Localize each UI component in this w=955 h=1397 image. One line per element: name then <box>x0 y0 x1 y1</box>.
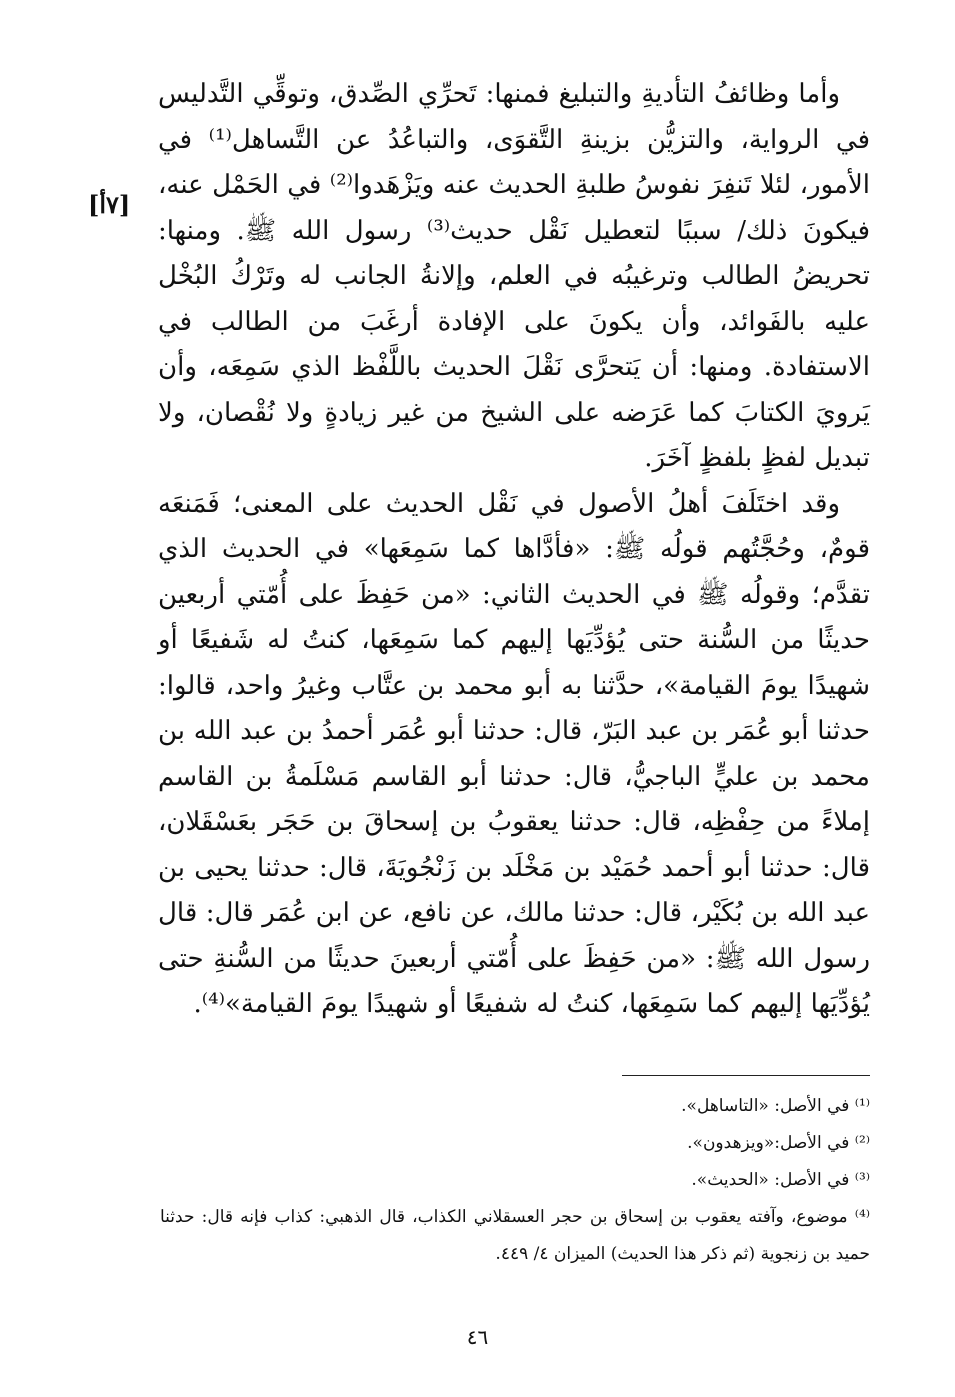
page-number: ٤٦ <box>466 1325 489 1349</box>
footnote-2: ⁽²⁾ في الأصل:«ويزهدون». <box>687 1133 870 1153</box>
manuscript-folio-marker: [٧أ] <box>88 190 131 219</box>
footnote-separator <box>622 1075 870 1076</box>
footnote-1: ⁽¹⁾ في الأصل: «التاساهل». <box>681 1096 870 1116</box>
footnotes <box>160 1088 870 1273</box>
footnote-4: ⁽⁴⁾ موضوع، وآفته يعقوب بن إسحاق بن حجر العسقلاني الكذاب، قال الذهبي: كذاب فإنه قال: حدثنا حميد بن زنجوية (ثم ذكر هذا الحديث) الميزان ٤/ ٤٤٩. <box>160 1207 870 1264</box>
footnote-3: ⁽³⁾ في الأصل: «الحديث». <box>691 1170 870 1190</box>
main-text <box>158 72 870 1028</box>
body-paragraph-1: وأما وظائفُ التأديةِ والتبليغ فمنها: تَحرِّي الصِّدق، وتوقِّي التَّدليس في الرواية، والتزيُّن بزينةِ التَّقوَى، والتباعُدُ عن التَّساهل⁽¹⁾ في الأمور، لئلا تَنفِرَ نفوسُ طلبةِ الحديث عنه ويَزْهَدوا⁽²⁾ في الحَمْل عنه، فيكونَ ذلك/ سببًا لتعطيل نَقْل حديث⁽³⁾ رسول الله ﷺ. ومنها: تحريضُ الطالب وترغيبُه في العلم، وإلانةُ الجانب له وتَرْكُ البُخْل عليه بالفَوائد، وأن يكونَ على الإفادة أرغَبَ من الطالب في الاستفادة. ومنها: أن يَتحرَّى نَقْلَ الحديث باللَّفْظ الذي سَمِعَه، وأن يَرويَ الكتابَ كما عَرَضه على الشيخ من غير زيادةٍ ولا نُقْصان، ولا تبديل لفظٍ بلفظٍ آخَرَ. <box>158 79 871 473</box>
body-paragraph-2: وقد اختَلَفَ أهلُ الأصول في نَقْل الحديث على المعنى؛ فَمَنعَه قومٌ، وحُجَّتُهم قولُه ﷺ: «فأدَّاها كما سَمِعَها» في الحديث الذي تقدَّم؛ وقولُه ﷺ في الحديث الثاني: «من حَفِظَ على أُمّتي أربعين حديثًا من السُّنة حتى يُؤدِّيَها إليهم كما سَمِعَها، كنتُ له شَفيعًا أو شهيدًا يومَ القيامة»، حدَّثنا به أبو محمد بن عتَّاب وغيرُ واحد، قالوا: حدثنا أبو عُمَر بن عبد البَرّ، قال: حدثنا أبو عُمَر أحمدُ بن عبد الله بن محمد بن عليٍّ الباجيُّ، قال: حدثنا أبو القاسم مَسْلَمةُ بن القاسم إملاءً من حِفْظِه، قال: حدثنا يعقوبُ بن إسحاقَ بن حَجَر بعَسْقَلان، قال: حدثنا أبو أحمد حُمَيْد بن مَخْلَد بن زَنْجُويَةَ، قال: حدثنا يحيى بن عبد الله بن بُكَيْر، قال: حدثنا مالك، عن نافع، عن ابن عُمَر قال: قال رسول الله ﷺ: «من حَفِظَ على أُمّتي أربعينَ حديثًا من السُّنةِ حتى يُؤدِّيَها إليهم كما سَمِعَها، كنتُ له شفيعًا أو شهيدًا يومَ القيامة»⁽⁴⁾. <box>158 488 870 1019</box>
